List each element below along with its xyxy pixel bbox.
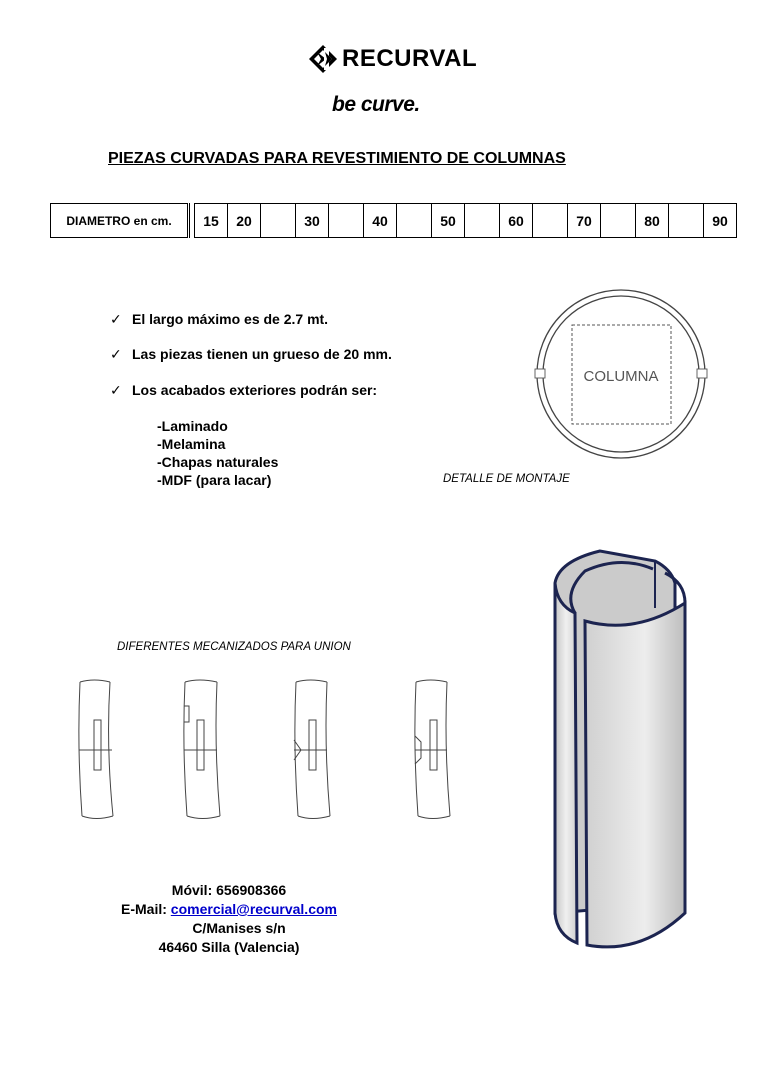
diameter-cell	[261, 204, 296, 238]
diameter-cell: 20	[228, 204, 261, 238]
check-icon: ✓	[110, 346, 122, 362]
email-line	[100, 900, 358, 919]
assembly-caption: DETALLE DE MONTAJE	[443, 473, 570, 485]
joint-profiles-drawing	[74, 676, 474, 824]
table-divider	[189, 203, 192, 238]
diameter-cell	[601, 204, 636, 238]
brand-tagline: be curve.	[332, 93, 420, 116]
finish-item: -Chapas naturales	[157, 454, 279, 470]
column-cladding-illustration	[545, 543, 695, 963]
check-icon: ✓	[110, 311, 122, 327]
diameter-cell: 60	[500, 204, 533, 238]
diameter-cell: 80	[636, 204, 669, 238]
diameter-cell: 50	[432, 204, 465, 238]
diameter-table	[194, 203, 737, 238]
check-icon: ✓	[110, 382, 122, 398]
feature-text: El largo máximo es de 2.7 mt.	[132, 311, 329, 327]
diameter-cell: 30	[296, 204, 329, 238]
feature-item	[110, 346, 392, 363]
feature-text: Los acabados exteriores podrán ser:	[132, 382, 378, 398]
diameter-cell: 70	[568, 204, 601, 238]
brand-name: RECURVAL	[342, 45, 478, 72]
diameter-cell: 15	[195, 204, 228, 238]
mobile-line: Móvil: 656908366	[171, 882, 287, 898]
finish-item: -MDF (para lacar)	[157, 472, 272, 488]
joints-caption: DIFERENTES MECANIZADOS PARA UNION	[117, 641, 351, 653]
email-link[interactable]: comercial@recurval.com	[170, 901, 337, 917]
city-line: 46460 Silla (Valencia)	[158, 939, 300, 955]
column-label: COLUMNA	[583, 368, 659, 385]
page-title: PIEZAS CURVADAS PARA REVESTIMIENTO DE COLUMNAS	[108, 150, 566, 167]
finish-item: -Melamina	[157, 436, 226, 452]
diameter-cell	[669, 204, 704, 238]
contact-block	[100, 881, 358, 957]
diameter-cell	[533, 204, 568, 238]
assembly-detail-drawing	[530, 288, 720, 468]
feature-text: Las piezas tienen un grueso de 20 mm.	[132, 346, 392, 362]
diameter-cell	[329, 204, 364, 238]
feature-item	[110, 382, 377, 399]
street-line: C/Manises s/n	[192, 920, 286, 936]
recurval-logo-icon	[308, 44, 338, 74]
email-label: E-Mail:	[121, 901, 171, 917]
brand-logo	[308, 42, 477, 76]
diameter-cell	[397, 204, 432, 238]
diameter-cell: 90	[704, 204, 737, 238]
feature-item	[110, 311, 328, 328]
diameter-cell	[465, 204, 500, 238]
finish-item: -Laminado	[157, 418, 228, 434]
diameter-cell: 40	[364, 204, 397, 238]
diameter-label: DIAMETRO en cm.	[50, 203, 188, 238]
